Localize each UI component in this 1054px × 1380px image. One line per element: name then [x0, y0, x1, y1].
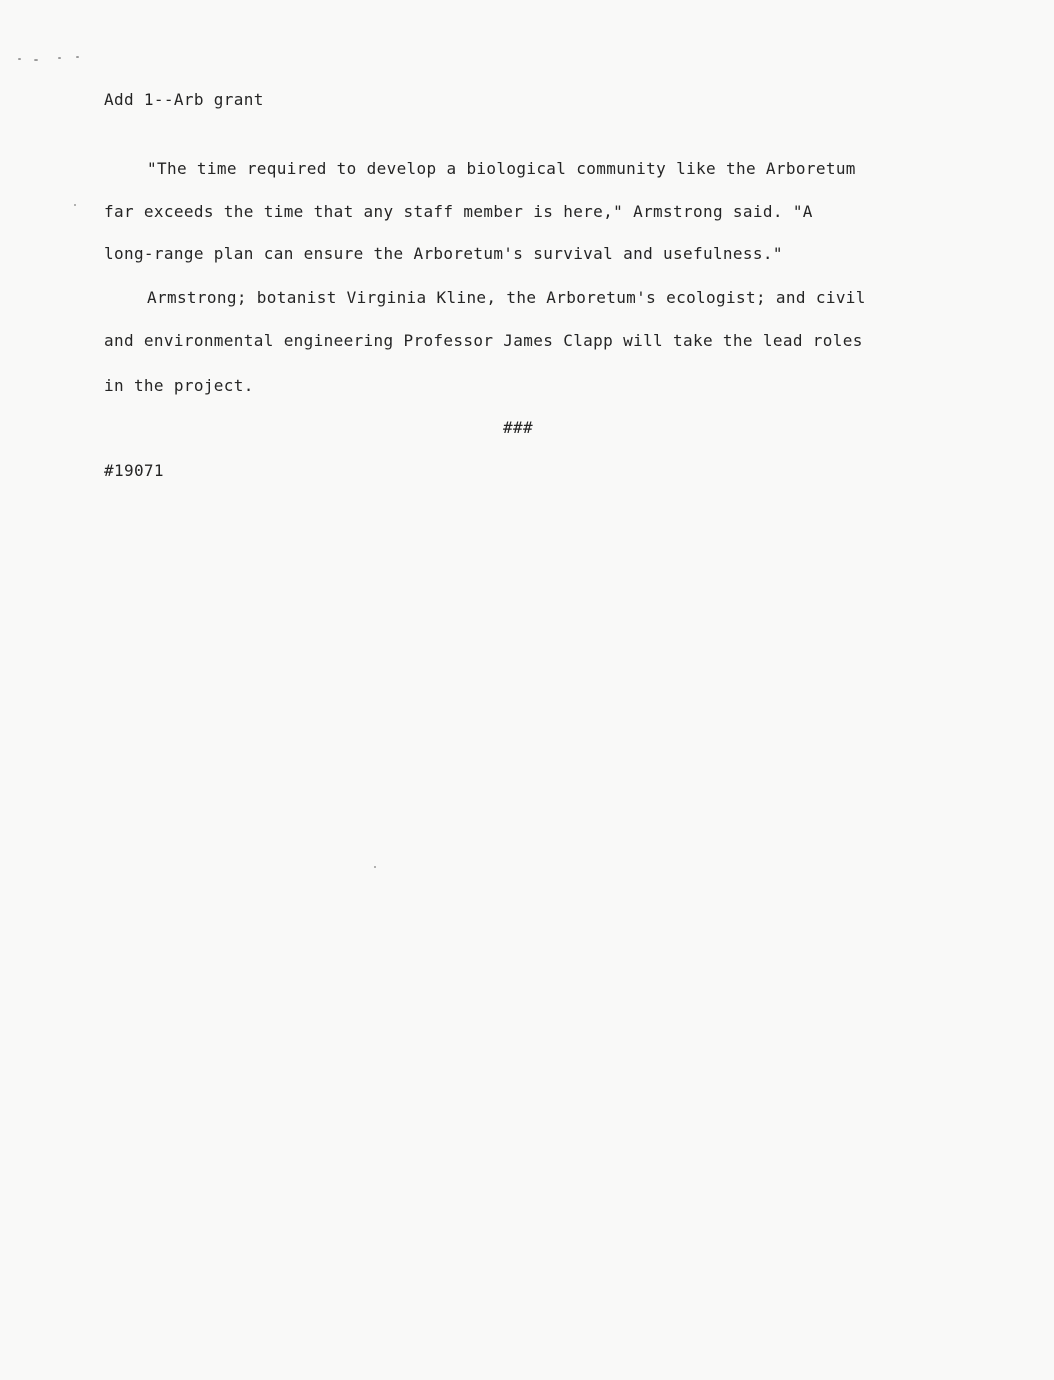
body-line-2: far exceeds the time that any staff member is here," Armstrong said. "A — [104, 202, 813, 221]
end-mark: ### — [503, 418, 533, 437]
paper-speck — [76, 56, 79, 58]
paper-speck — [374, 866, 376, 868]
document-number: #19071 — [104, 461, 164, 480]
paper-speck — [58, 57, 61, 59]
paper-speck — [74, 204, 76, 206]
body-line-6: in the project. — [104, 376, 254, 395]
page-header: Add 1--Arb grant — [104, 90, 264, 109]
paper-speck — [34, 59, 38, 61]
paper-speck — [18, 58, 21, 60]
body-line-3: long-range plan can ensure the Arboretum's survival and usefulness." — [104, 244, 783, 263]
body-line-4: Armstrong; botanist Virginia Kline, the Arboretum's ecologist; and civil — [147, 288, 866, 307]
body-line-1: "The time required to develop a biological community like the Arboretum — [147, 159, 856, 178]
body-line-5: and environmental engineering Professor James Clapp will take the lead roles — [104, 331, 863, 350]
